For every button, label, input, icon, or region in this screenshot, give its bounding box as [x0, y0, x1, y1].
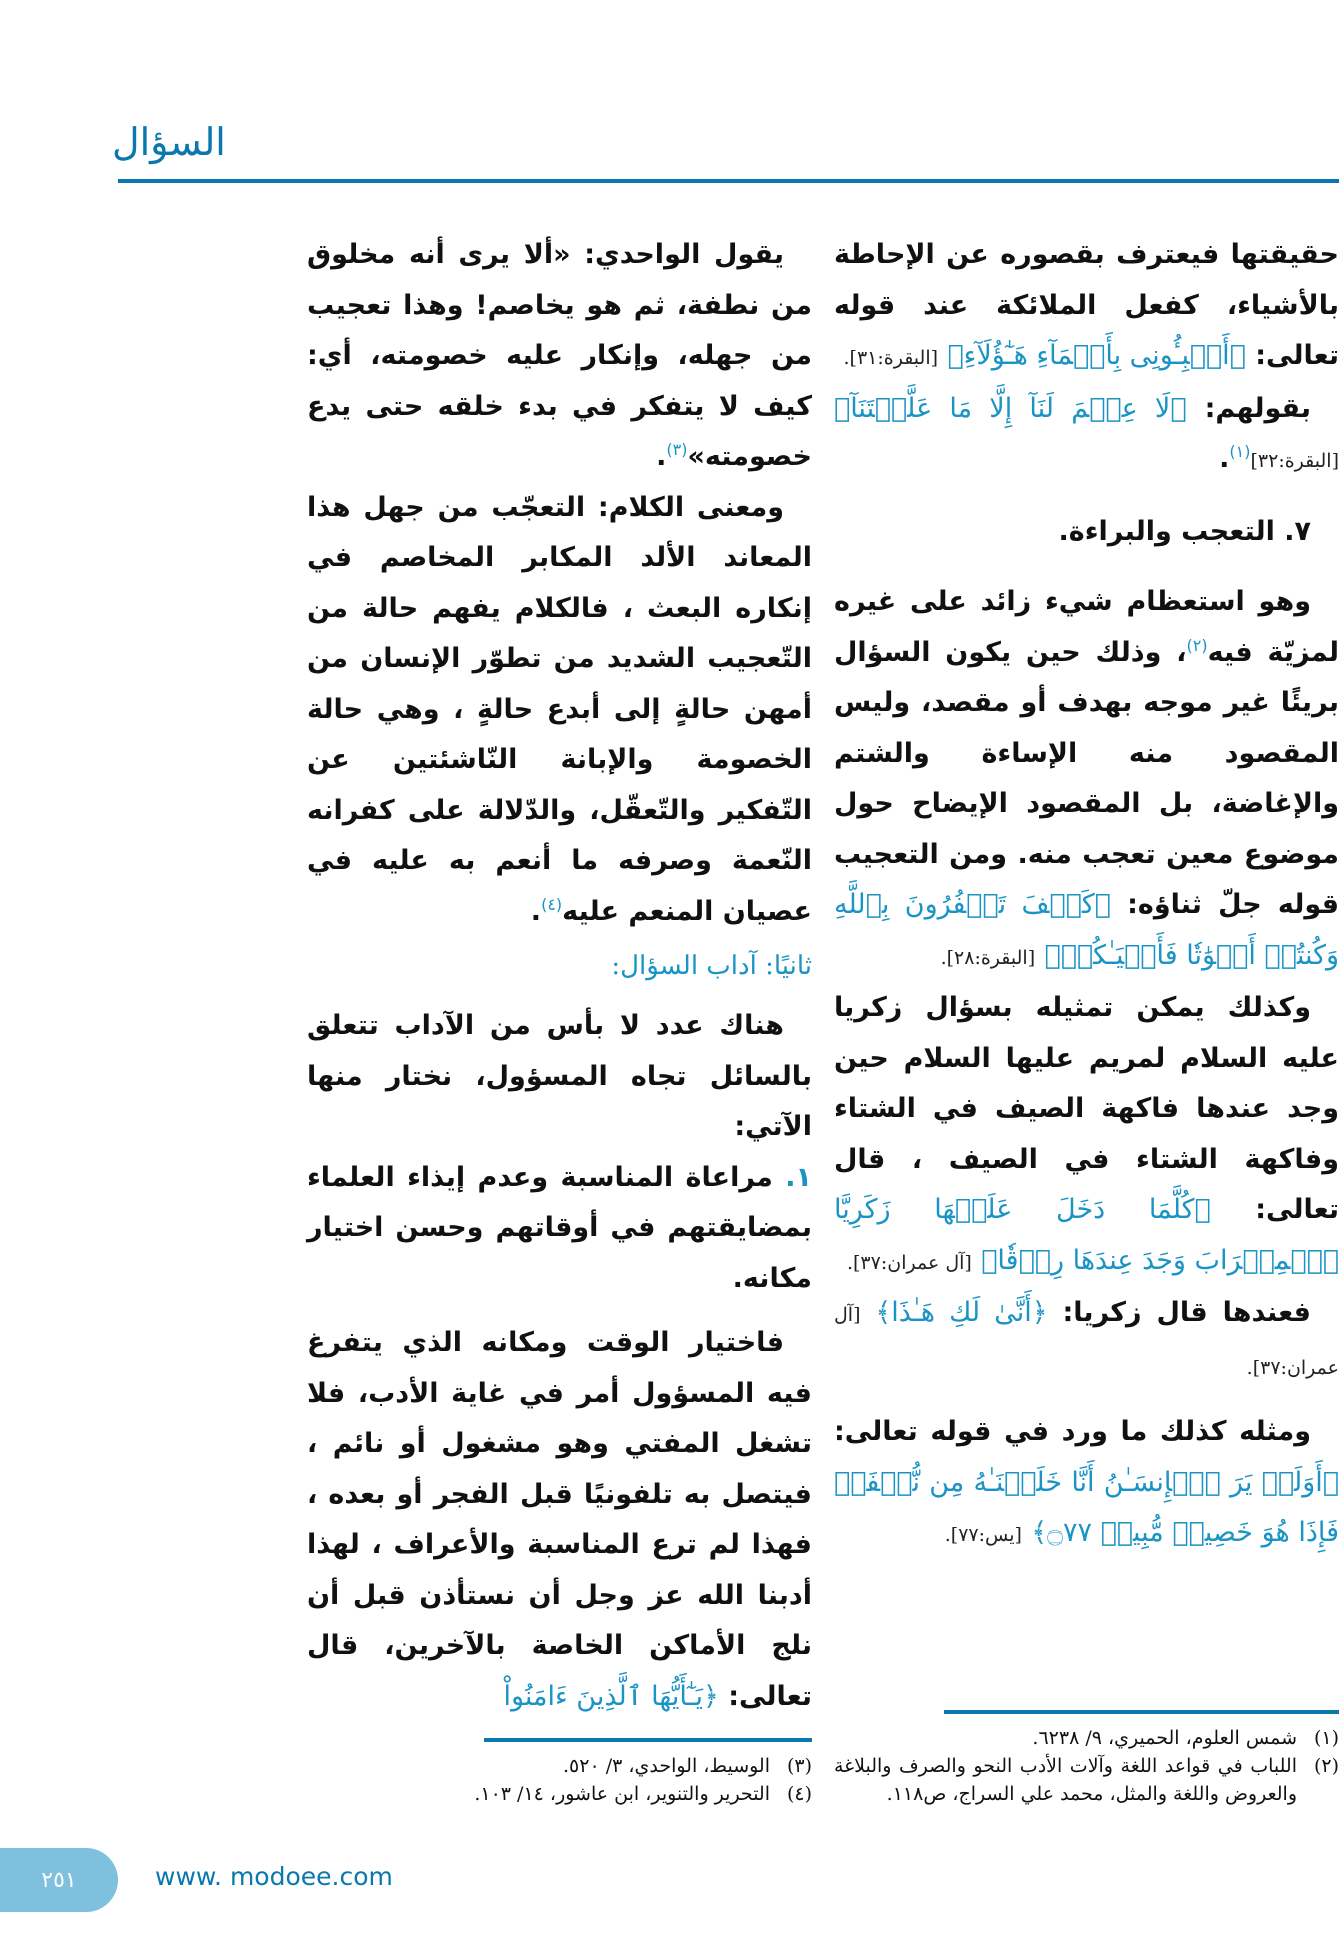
- quran-verse: ﴿أَوَلَمۡ يَرَ ٱلۡإِنسَـٰنُ أَنَّا خَلَقۡنَـٰهُ مِن نُّطۡفَةٖ فَإِذَا هُوَ خَصِيمٞ مُّبِينٞ ۝٧٧﴾: [834, 1466, 1339, 1548]
- footnote: [307, 1780, 812, 1808]
- subheading: ثانيًا: آداب السؤال:: [611, 951, 812, 981]
- left-column-body: [307, 230, 812, 1722]
- quran-verse: ﴿لَا عِلۡمَ لَنَآ إِلَّا مَا عَلَّمۡتَنَآ﴾: [834, 392, 1187, 424]
- two-column-body: [307, 230, 1339, 1808]
- paragraph: [307, 1001, 812, 1153]
- page-number: ٢٥١: [41, 1867, 77, 1893]
- verse-reference: [آل عمران:٣٧].: [846, 1251, 972, 1274]
- paragraph: [834, 1407, 1339, 1561]
- footnote: [307, 1752, 812, 1780]
- body-text: حقيقتها فيعترف بقصوره عن الإحاطة بالأشياء، كفعل الملائكة عند قوله تعالى:: [834, 239, 1339, 371]
- footnote-number: (١): [1313, 1727, 1339, 1749]
- page-number-badge: [0, 1848, 118, 1912]
- paragraph: [834, 577, 1339, 983]
- verse-reference: [البقرة:٢٨].: [940, 946, 1036, 969]
- body-text: مراعاة المناسبة وعدم إيذاء العلماء بمضايقتهم في أوقاتهم وحسن اختيار مكانه.: [307, 1161, 812, 1294]
- page-footer: [0, 1838, 1339, 1938]
- quran-verse: ﴿أَنۢبِـُٔونِى بِأَسۡمَآءِ هَـٰٓؤُلَآءِ﴾: [947, 340, 1246, 371]
- footnote-number: (٢): [1313, 1755, 1339, 1777]
- paragraph: [834, 384, 1339, 487]
- footnote-divider: [944, 1710, 1339, 1714]
- quran-verse: ﴿كُلَّمَا دَخَلَ عَلَيۡهَا زَكَرِيَّا ٱلۡمِحۡرَابَ وَجَدَ عِندَهَا رِزۡقٗا﴾: [834, 1194, 1339, 1276]
- footnote-number: (٤): [786, 1783, 812, 1805]
- footnote: [834, 1724, 1339, 1752]
- body-text: بقولهم:: [1204, 392, 1311, 424]
- quran-verse: ﴿أَنَّىٰ لَكِ هَـٰذَا﴾: [875, 1297, 1048, 1328]
- body-text: وكذلك يمكن تمثيله بسؤال زكريا عليه السلام لمريم عليها السلام حين وجد عندها فاكهة الصيف في الشتاء وفاكهة الشتاء في الصيف ، قال تعالى:: [834, 992, 1339, 1225]
- footnote: [834, 1752, 1339, 1808]
- left-footnote-area: [307, 1738, 812, 1808]
- verse-reference: [يس:٧٧].: [944, 1524, 1022, 1546]
- header-divider: [118, 179, 1339, 183]
- body-text: فعندها قال زكريا:: [1062, 1297, 1311, 1328]
- body-text: هناك عدد لا بأس من الآداب تتعلق بالسائل تجاه المسؤول، نختار منها الآتي:: [307, 1010, 812, 1142]
- section-heading: ٧. التعجب والبراءة.: [1058, 515, 1311, 547]
- footnote-number: (٣): [786, 1755, 812, 1777]
- footnotes-right: [834, 1724, 1339, 1808]
- footnote-text: اللباب في قواعد اللغة وآلات الأدب النحو والصرف والبلاغة والعروض واللغة والمثل، محمد علي السراج، ص١١٨.: [834, 1755, 1297, 1805]
- body-text: ومعنى الكلام: التعجّب من جهل هذا المعاند الألد المكابر المخاصم في إنكاره البعث ، فالكلام يفهم حالة من التّعجيب الشديد من تطوّر الإنسان من أمهن حالةٍ إلى أبدع حالةٍ ، وهي حالة الخصومة والإبانة النّاشئتين عن التّفكير والتّعقّل، والدّلالة على كفرانه النّعمة وصرفه ما أنعم به عليه في عصيان المنعم عليه: [307, 491, 812, 927]
- verse-reference: [البقرة:٣١].: [843, 347, 939, 369]
- quran-verse: ﴿كَيۡفَ تَكۡفُرُونَ بِٱللَّهِ وَكُنتُمۡ أَمۡوَٰتٗا فَأَحۡيَـٰكُمۡ﴾: [834, 889, 1339, 971]
- left-column: [307, 230, 812, 1808]
- punctuation: .: [1219, 443, 1230, 474]
- punctuation: .: [656, 441, 667, 472]
- body-text: يقول الواحدي: «ألا يرى أنه مخلوق من نطفة، ثم هو يخاصم! وهذا تعجيب من جهله، وإنكار عليه خصومته، أي: كيف لا يتفكر في بدء خلقه حتى يدع خصومته»: [307, 239, 812, 472]
- verse-reference: [آل عمران:٣٧].: [834, 1304, 1339, 1379]
- footnote-text: الوسيط، الواحدي، ٣/ ٥٢٠.: [562, 1755, 770, 1777]
- body-text: فاختيار الوقت ومكانه الذي يتفرغ فيه المسؤول أمر في غاية الأدب، فلا تشغل المفتي وهو مشغول أو نائم ، فيتصل به تلفونيًا قبل الفجر أو بعده ، فهذا لم ترع المناسبة والأعراف ، لهذا أدبنا الله عز وجل أن نستأذن قبل أن نلج الأماكن الخاصة بالآخرين، قال تعالى:: [307, 1327, 812, 1712]
- right-footnote-area: [834, 1710, 1339, 1808]
- paragraph: [834, 230, 1339, 384]
- list-number: ١.: [785, 1161, 812, 1193]
- body-text: ، وذلك حين يكون السؤال بريئًا غير موجه بهدف أو مقصد، وليس المقصود منه الإساءة والشتم والإغاضة، بل المقصود الإيضاح حول موضوع معين تعجب منه. ومن التعجيب قوله جلّ ثناؤه:: [834, 636, 1339, 920]
- footnote-marker[interactable]: (٢): [1186, 635, 1208, 655]
- body-text: ومثله كذلك ما ورد في قوله تعالى:: [834, 1416, 1311, 1447]
- page-header: [0, 0, 1339, 230]
- body-text: وهو استعظام شيء زائد على غيره لمزيّة فيه: [834, 586, 1339, 668]
- paragraph: [834, 1288, 1339, 1393]
- punctuation: .: [530, 895, 542, 927]
- website-link[interactable]: www. modoee.com: [155, 1862, 393, 1891]
- quran-verse: ﴿يَـٰٓأَيُّهَا ٱلَّذِينَ ءَامَنُواْ: [503, 1680, 719, 1712]
- paragraph: [307, 230, 812, 483]
- footnote-marker[interactable]: (٣): [666, 440, 688, 459]
- running-header-title: السؤال: [112, 120, 226, 164]
- footnote-marker[interactable]: (١): [1229, 442, 1251, 461]
- right-column-body: [834, 230, 1339, 1694]
- footnote-text: شمس العلوم، الحميري، ٩/ ٦٢٣٨.: [1032, 1727, 1297, 1749]
- footnote-divider: [484, 1738, 812, 1742]
- paragraph: [307, 1318, 812, 1722]
- paragraph: [307, 483, 812, 938]
- footnote-text: التحرير والتنوير، ابن عاشور، ١٤/ ١٠٣.: [474, 1783, 770, 1805]
- footnote-marker[interactable]: (٤): [541, 894, 563, 914]
- footnotes-left: [307, 1752, 812, 1808]
- list-item: [307, 1153, 812, 1305]
- right-column: [834, 230, 1339, 1808]
- paragraph: [834, 983, 1339, 1288]
- verse-reference: [البقرة:٣٢]: [1250, 450, 1339, 472]
